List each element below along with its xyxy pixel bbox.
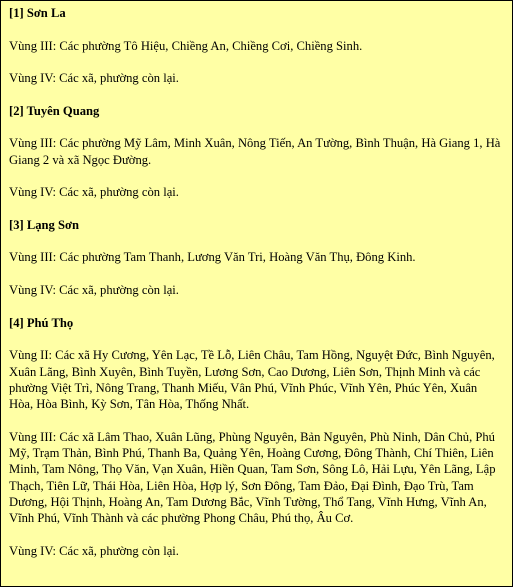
region-paragraph: Vùng III: Các phường Tam Thanh, Lương Văn Tri, Hoàng Văn Thụ, Đông Kinh. bbox=[9, 250, 416, 265]
section-lang-son bbox=[9, 201, 504, 299]
region-paragraph: Vùng IV: Các xã, phường còn lại. bbox=[9, 543, 179, 558]
region-paragraph: Vùng III: Các phường Tô Hiệu, Chiềng An, Chiềng Cơi, Chiềng Sinh. bbox=[9, 38, 363, 53]
section-tuyen-quang bbox=[9, 86, 504, 200]
region-paragraph: Vùng IV: Các xã, phường còn lại. bbox=[9, 185, 179, 200]
region-paragraph: Vùng II: Các xã Hy Cương, Yên Lạc, Tề Lỗ, Liên Châu, Tam Hồng, Nguyệt Đức, Bình Nguyên, Xuân Lãng, Bình Xuyên, Bình Tuyền, Lương Sơn, Cao Dương, Liên Sơn, Thịnh Minh và các phường Việt Trì, Nông Trang, Thanh Miếu, Vân Phú, Vĩnh Phúc, Vĩnh Yên, Phúc Yên, Xuân Hòa, Hòa Bình, Kỳ Sơn, Tân Hòa, Thống Nhất. bbox=[9, 348, 495, 412]
section-title: [3] Lạng Sơn bbox=[9, 217, 79, 232]
section-son-la bbox=[9, 5, 504, 86]
region-paragraph: Vùng IV: Các xã, phường còn lại. bbox=[9, 71, 179, 86]
section-title: [2] Tuyên Quang bbox=[9, 103, 100, 118]
region-paragraph: Vùng III: Các xã Lâm Thao, Xuân Lũng, Phùng Nguyên, Bản Nguyên, Phù Ninh, Dân Chủ, Phú Mỹ, Trạm Thản, Bình Phú, Thanh Ba, Quảng Yên, Hoàng Cương, Đông Thành, Chí Thiên, Liên Minh, Tam Nông, Thọ Văn, Vạn Xuân, Hiền Quan, Tam Sơn, Sông Lô, Hải Lựu, Yên Lãng, Lập Thạch, Tiên Lữ, Thái Hòa, Liên Hòa, Hợp lý, Sơn Đông, Tam Đảo, Đại Đình, Đạo Trù, Tam Dương, Hội Thịnh, Hoàng An, Tam Dương Bắc, Vĩnh Tường, Thổ Tang, Vĩnh Hưng, Vĩnh An, Vĩnh Phú, Vĩnh Thành và các phường Phong Châu, Phú thọ, Âu Cơ. bbox=[9, 429, 496, 526]
region-paragraph: Vùng III: Các phường Mỹ Lâm, Minh Xuân, Nông Tiến, An Tường, Bình Thuận, Hà Giang 1, Hà Giang 2 và xã Ngọc Đường. bbox=[9, 136, 501, 167]
section-phu-tho bbox=[9, 298, 504, 559]
section-title: [1] Sơn La bbox=[9, 6, 66, 20]
section-title: [4] Phú Thọ bbox=[9, 315, 74, 330]
region-paragraph: Vùng IV: Các xã, phường còn lại. bbox=[9, 283, 179, 298]
